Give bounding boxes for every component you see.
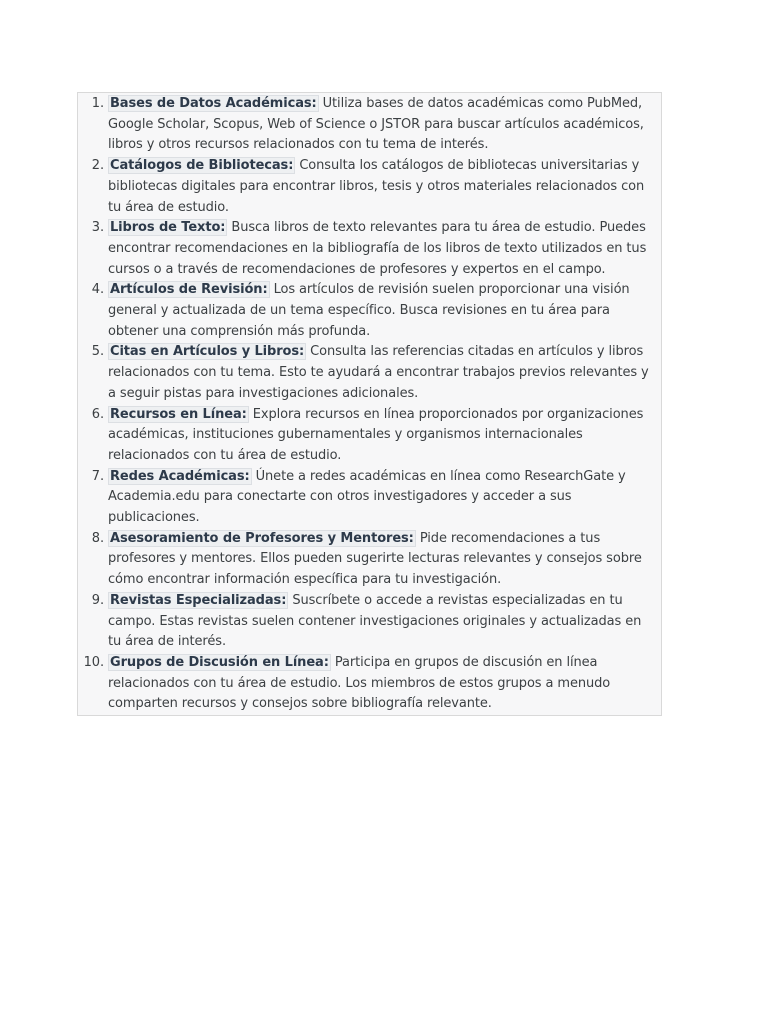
item-number: 2. bbox=[91, 158, 104, 174]
list-item bbox=[78, 467, 656, 529]
item-term: Grupos de Discusión en Línea: bbox=[110, 654, 329, 670]
item-term: Bases de Datos Académicas: bbox=[110, 96, 317, 111]
list-item bbox=[78, 653, 656, 715]
list-item bbox=[78, 591, 656, 653]
item-term: Revistas Especializadas: bbox=[110, 592, 287, 608]
item-number: 7. bbox=[91, 468, 104, 484]
item-term: Asesoramiento de Profesores y Mentores: bbox=[110, 530, 414, 546]
list-item bbox=[78, 94, 656, 156]
item-description: Busca libros de texto relevantes para tu área de estudio. Puedes encontrar recomendaciones en la bibliografía de los libros de texto utilizados en tus cursos o a través de recomendaciones de profesores y expertos en el campo. bbox=[108, 220, 647, 277]
resource-list bbox=[78, 94, 656, 715]
item-term: Recursos en Línea: bbox=[110, 406, 247, 422]
resource-list-box bbox=[77, 92, 662, 716]
item-description: Participa en grupos de discusión en línea relacionados con tu área de estudio. Los miembros de estos grupos a menudo comparten recursos y consejos sobre bibliografía relevante. bbox=[108, 654, 611, 712]
item-term: Citas en Artículos y Libros: bbox=[110, 344, 305, 360]
item-description: Suscríbete o accede a revistas especializadas en tu campo. Estas revistas suelen contener investigaciones originales y actualizadas en tu área de interés. bbox=[108, 592, 642, 650]
list-item bbox=[78, 342, 656, 404]
list-item bbox=[78, 529, 656, 591]
item-term: Redes Académicas: bbox=[110, 468, 250, 484]
item-number: 10. bbox=[83, 654, 104, 670]
item-term: Catálogos de Bibliotecas: bbox=[110, 158, 294, 174]
item-description: Explora recursos en línea proporcionados por organizaciones académicas, instituciones gubernamentales y organismos internacionales relacionados con tu área de estudio. bbox=[108, 406, 644, 463]
list-item bbox=[78, 218, 656, 280]
item-description: Consulta las referencias citadas en artículos y libros relacionados con tu tema. Esto te ayudará a encontrar trabajos previos relevantes y a seguir pistas para investigaciones adicionales. bbox=[108, 344, 649, 401]
item-number: 4. bbox=[91, 282, 104, 298]
item-term: Libros de Texto: bbox=[110, 220, 226, 236]
item-number: 9. bbox=[91, 592, 104, 608]
item-number: 5. bbox=[91, 344, 104, 360]
item-description: Pide recomendaciones a tus profesores y mentores. Ellos pueden sugerirte lecturas relevantes y consejos sobre cómo encontrar información específica para tu investigación. bbox=[108, 530, 642, 588]
item-number: 1. bbox=[91, 96, 104, 111]
item-description: Los artículos de revisión suelen proporcionar una visión general y actualizada de un tema específico. Busca revisiones en tu área para obtener una comprensión más profunda. bbox=[108, 282, 630, 339]
item-description: Únete a redes académicas en línea como ResearchGate y Academia.edu para conectarte con otros investigadores y acceder a sus publicaciones. bbox=[108, 468, 626, 526]
item-number: 3. bbox=[91, 220, 104, 236]
list-item bbox=[78, 156, 656, 218]
list-item bbox=[78, 405, 656, 467]
list-item bbox=[78, 280, 656, 342]
item-number: 6. bbox=[91, 406, 104, 422]
item-description: Utiliza bases de datos académicas como PubMed, Google Scholar, Scopus, Web of Science o JSTOR para buscar artículos académicos, libros y otros recursos relacionados con tu tema de interés. bbox=[108, 96, 644, 153]
item-term: Artículos de Revisión: bbox=[110, 282, 268, 298]
item-number: 8. bbox=[91, 530, 104, 546]
item-description: Consulta los catálogos de bibliotecas universitarias y bibliotecas digitales para encontrar libros, tesis y otros materiales relacionados con tu área de estudio. bbox=[108, 158, 645, 215]
